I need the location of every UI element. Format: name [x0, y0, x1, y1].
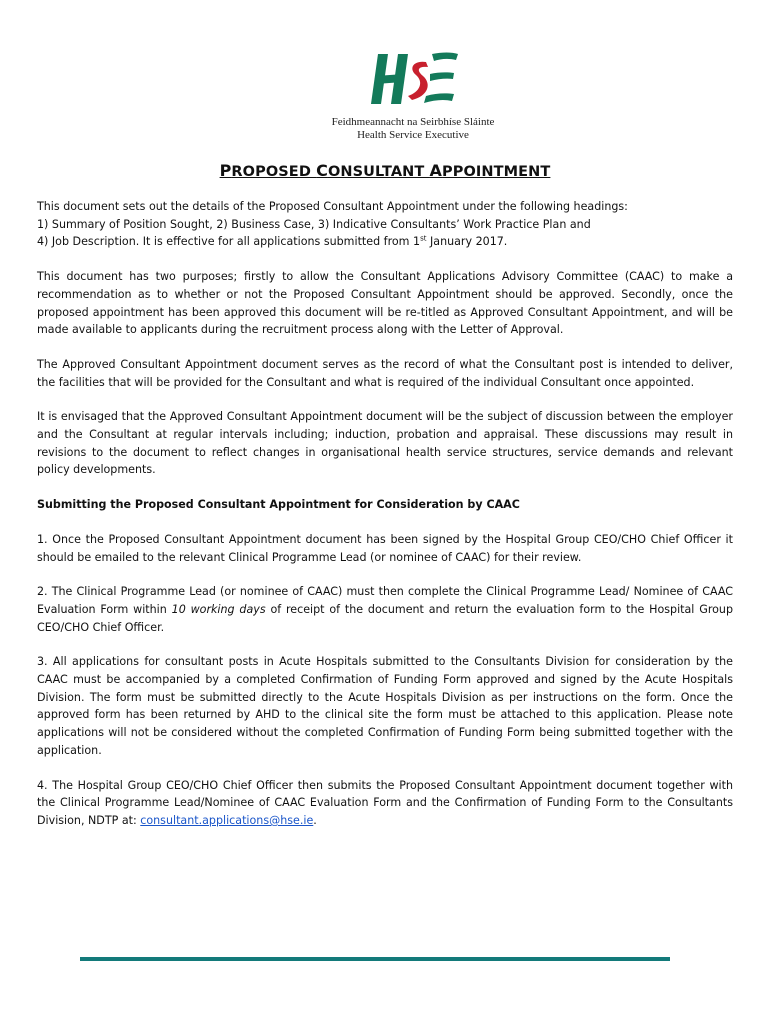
- step-2-paragraph: 2. The Clinical Programme Lead (or nominee of CAAC) must then complete the Clinical Programme Lead/ Nominee of CAAC Evaluation Form within 10 working days of receipt of the document and return the evaluation form to the Hospital Group CEO/CHO Chief Officer.: [37, 585, 733, 634]
- org-name-irish: Feidhmeannacht na Seirbhíse Sláinte: [331, 116, 495, 128]
- document-body: [37, 198, 733, 847]
- org-name-english: Health Service Executive: [357, 129, 469, 141]
- working-days-emphasis: 10 working days: [171, 602, 266, 616]
- step-1-paragraph: 1. Once the Proposed Consultant Appointment document has been signed by the Hospital Group CEO/CHO Chief Officer it should be emailed to the relevant Clinical Programme Lead (or nominee of CAAC) for their review.: [37, 532, 733, 564]
- purposes-paragraph: This document has two purposes; firstly to allow the Consultant Applications Advisory Committee (CAAC) to make a recommendation as to whether or not the Proposed Consultant Appointment should be approved. Secondly, once the proposed appointment has been approved this document will be re-titled as Approved Consultant Appointment, and will be made available to applicants during the recruitment process along with the Letter of Approval.: [37, 270, 733, 337]
- step-4-paragraph: 4. The Hospital Group CEO/CHO Chief Officer then submits the Proposed Consultant Appointment document together with the Clinical Programme Lead/Nominee of CAAC Evaluation Form and the Confirmation of Funding Form to the Consultants Division, NDTP at: consultant.applications@hse.ie.: [37, 778, 733, 827]
- email-link[interactable]: consultant.applications@hse.ie: [140, 813, 314, 827]
- discussion-paragraph: It is envisaged that the Approved Consultant Appointment document will be the subject of discussion between the employer and the Consultant at regular intervals including; induction, probation and appraisal. These discussions may result in revisions to the document to reflect changes in organisational health service structures, service demands and relevant policy developments.: [37, 410, 733, 477]
- hse-logo-mark: [368, 48, 460, 110]
- footer-divider: [80, 957, 670, 961]
- record-paragraph: The Approved Consultant Appointment document serves as the record of what the Consultant post is intended to deliver, the facilities that will be provided for the Consultant and what is required of the individual Consultant once appointed.: [37, 357, 733, 389]
- section-heading: Submitting the Proposed Consultant Appointment for Consideration by CAAC: [37, 498, 520, 512]
- document-title: PROPOSED CONSULTANT APPOINTMENT: [219, 161, 551, 180]
- step-3-paragraph: 3. All applications for consultant posts in Acute Hospitals submitted to the Consultants Division for consideration by the CAAC must be accompanied by a completed Confirmation of Funding Form approved and signed by the Acute Hospitals Division. The form must be submitted directly to the Acute Hospitals Division as per instructions on the form. Once the approved form has been returned by AHD to the clinical site the form must be attached to this application. Please note applications will not be considered without the completed Confirmation of Funding Form being submitted together with the application.: [37, 655, 733, 757]
- hse-logo: [318, 48, 508, 146]
- intro-paragraph: This document sets out the details of the Proposed Consultant Appointment under the following headings: 1) Summary of Position Sought, 2) Business Case, 3) Indicative Consultants’ Work Practice Plan and 4) Job Description. It is effective for all applications submitted from 1st January 2017.: [37, 200, 628, 249]
